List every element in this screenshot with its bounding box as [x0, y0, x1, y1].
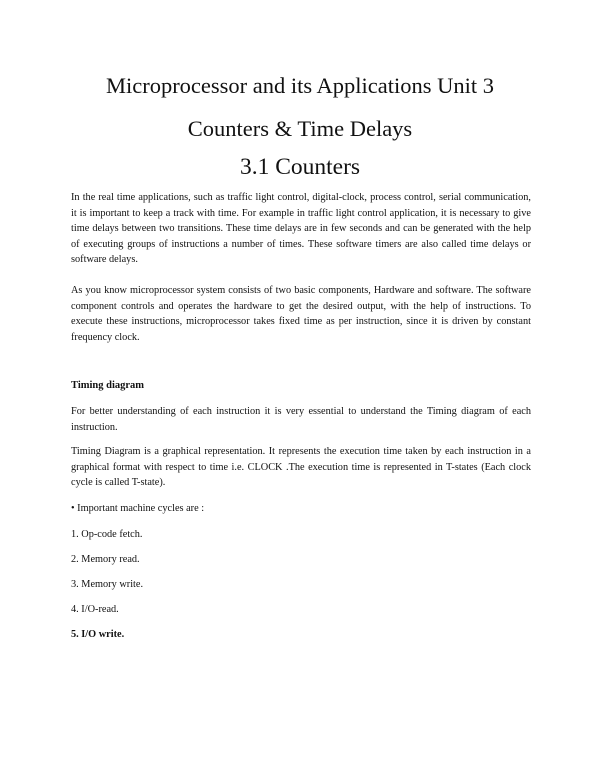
- timing-diagram-heading: Timing diagram: [71, 380, 145, 391]
- machine-cycle-item: 2. Memory read.: [71, 554, 140, 565]
- timing-intro-paragraph: For better understanding of each instruction it is very essential to understand the Timing diagram of each instruction.: [71, 406, 531, 433]
- components-paragraph: As you know microprocessor system consists of two basic components, Hardware and software. The software component controls and operates the hardware to get the desired output, with the help of instructions. To execute these instructions, microprocessor takes fixed time as per instruction, since it is driven by constant frequency clock.: [71, 285, 531, 343]
- machine-cycle-item: 1. Op-code fetch.: [71, 529, 143, 540]
- intro-paragraph: In the real time applications, such as traffic light control, digital-clock, process control, serial communication, it is important to keep a track with time. For example in traffic light control application, it is necessary to give time delays between two transitions. These time delays are in few seconds and can be generated with the help of executing groups of instructions a number of times. These software timers are also called time delays or software delays.: [71, 192, 531, 265]
- machine-cycle-item: 4. I/O-read.: [71, 604, 119, 615]
- section-title: 3.1 Counters: [239, 154, 361, 180]
- document-title: Microprocessor and its Applications Unit 3: [105, 73, 495, 98]
- machine-cycles-intro: • Important machine cycles are :: [71, 503, 205, 514]
- timing-definition-paragraph: Timing Diagram is a graphical representation. It represents the execution time taken by each instruction in a graphical format with respect to time i.e. CLOCK .The execution time is represented in T-states (Each clock cycle is called T-state).: [71, 446, 531, 488]
- machine-cycle-item: 3. Memory write.: [71, 579, 144, 590]
- machine-cycle-item: 5. I/O write.: [71, 629, 125, 640]
- document-subtitle: Counters & Time Delays: [187, 116, 413, 141]
